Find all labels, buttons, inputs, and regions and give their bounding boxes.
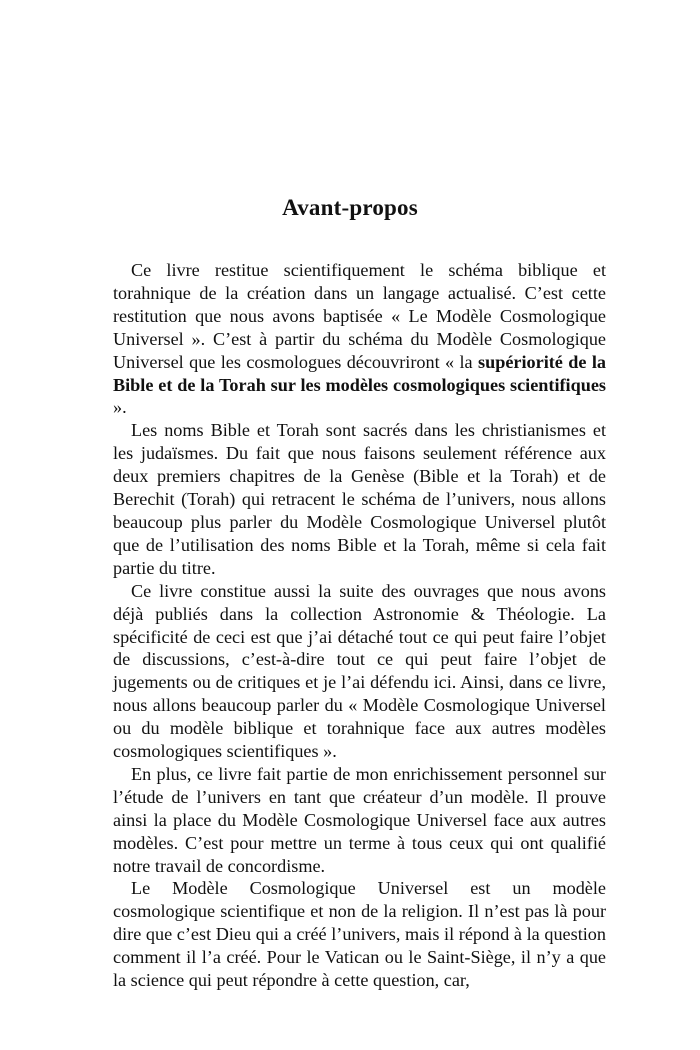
paragraph-1 <box>113 259 606 419</box>
paragraph-1-text-start: Ce livre restitue scientifiquement le schéma biblique et torahnique de la création dans un langage actualisé. C’est cette restitution que nous avons baptisée « Le Modèle Cosmologique Universel ». C’est à partir du schéma du Modèle Cosmologique Universel que les cosmologues découvriront « la <box>113 260 606 372</box>
paragraph-1-text-end: ». <box>113 397 127 418</box>
paragraph-2: Les noms Bible et Torah sont sacrés dans les christianismes et les judaïsmes. Du fait que nous faisons seulement référence aux deux premiers chapitres de la Genèse (Bible et la Torah) et de Berechit (Torah) qui retracent le schéma de l’univers, nous allons beaucoup plus parler du Modèle Cosmologique Universel plutôt que de l’utilisation des noms Bible et la Torah, même si cela fait partie du titre. <box>113 420 606 578</box>
paragraph-5: Le Modèle Cosmologique Universel est un modèle cosmologique scientifique et non de la religion. Il n’est pas là pour dire que c’est Dieu qui a créé l’univers, mais il répond à la question comment il l’a créé. Pour le Vatican ou le Saint-Siège, il n’y a que la science qui peut répondre à cette question, car, <box>113 878 606 991</box>
body-text <box>113 259 606 992</box>
paragraph-4: En plus, ce livre fait partie de mon enrichissement personnel sur l’étude de l’univers en tant que créateur d’un modèle. Il prouve ainsi la place du Modèle Cosmologique Universel face aux autres modèles. C’est pour mettre un terme à tous ceux qui ont qualifié notre travail de concordisme. <box>113 763 606 876</box>
paragraph-1-bold-emphasis: supériorité de la Bible et de la Torah sur les modèles cosmologiques scientifiques <box>113 351 606 395</box>
chapter-heading: Avant-propos <box>282 195 418 220</box>
paragraph-3: Ce livre constitue aussi la suite des ouvrages que nous avons déjà publiés dans la collection Astronomie & Théologie. La spécificité de ceci est que j’ai détaché tout ce qui peut faire l’objet de discussions, c’est-à-dire tout ce qui peut faire l’objet de jugements ou de critiques et je l’ai défendu ici. Ainsi, dans ce livre, nous allons beaucoup parler du « Modèle Cosmologique Universel ou du modèle biblique et torahnique face aux autres modèles cosmologiques scientifiques ». <box>113 580 606 762</box>
